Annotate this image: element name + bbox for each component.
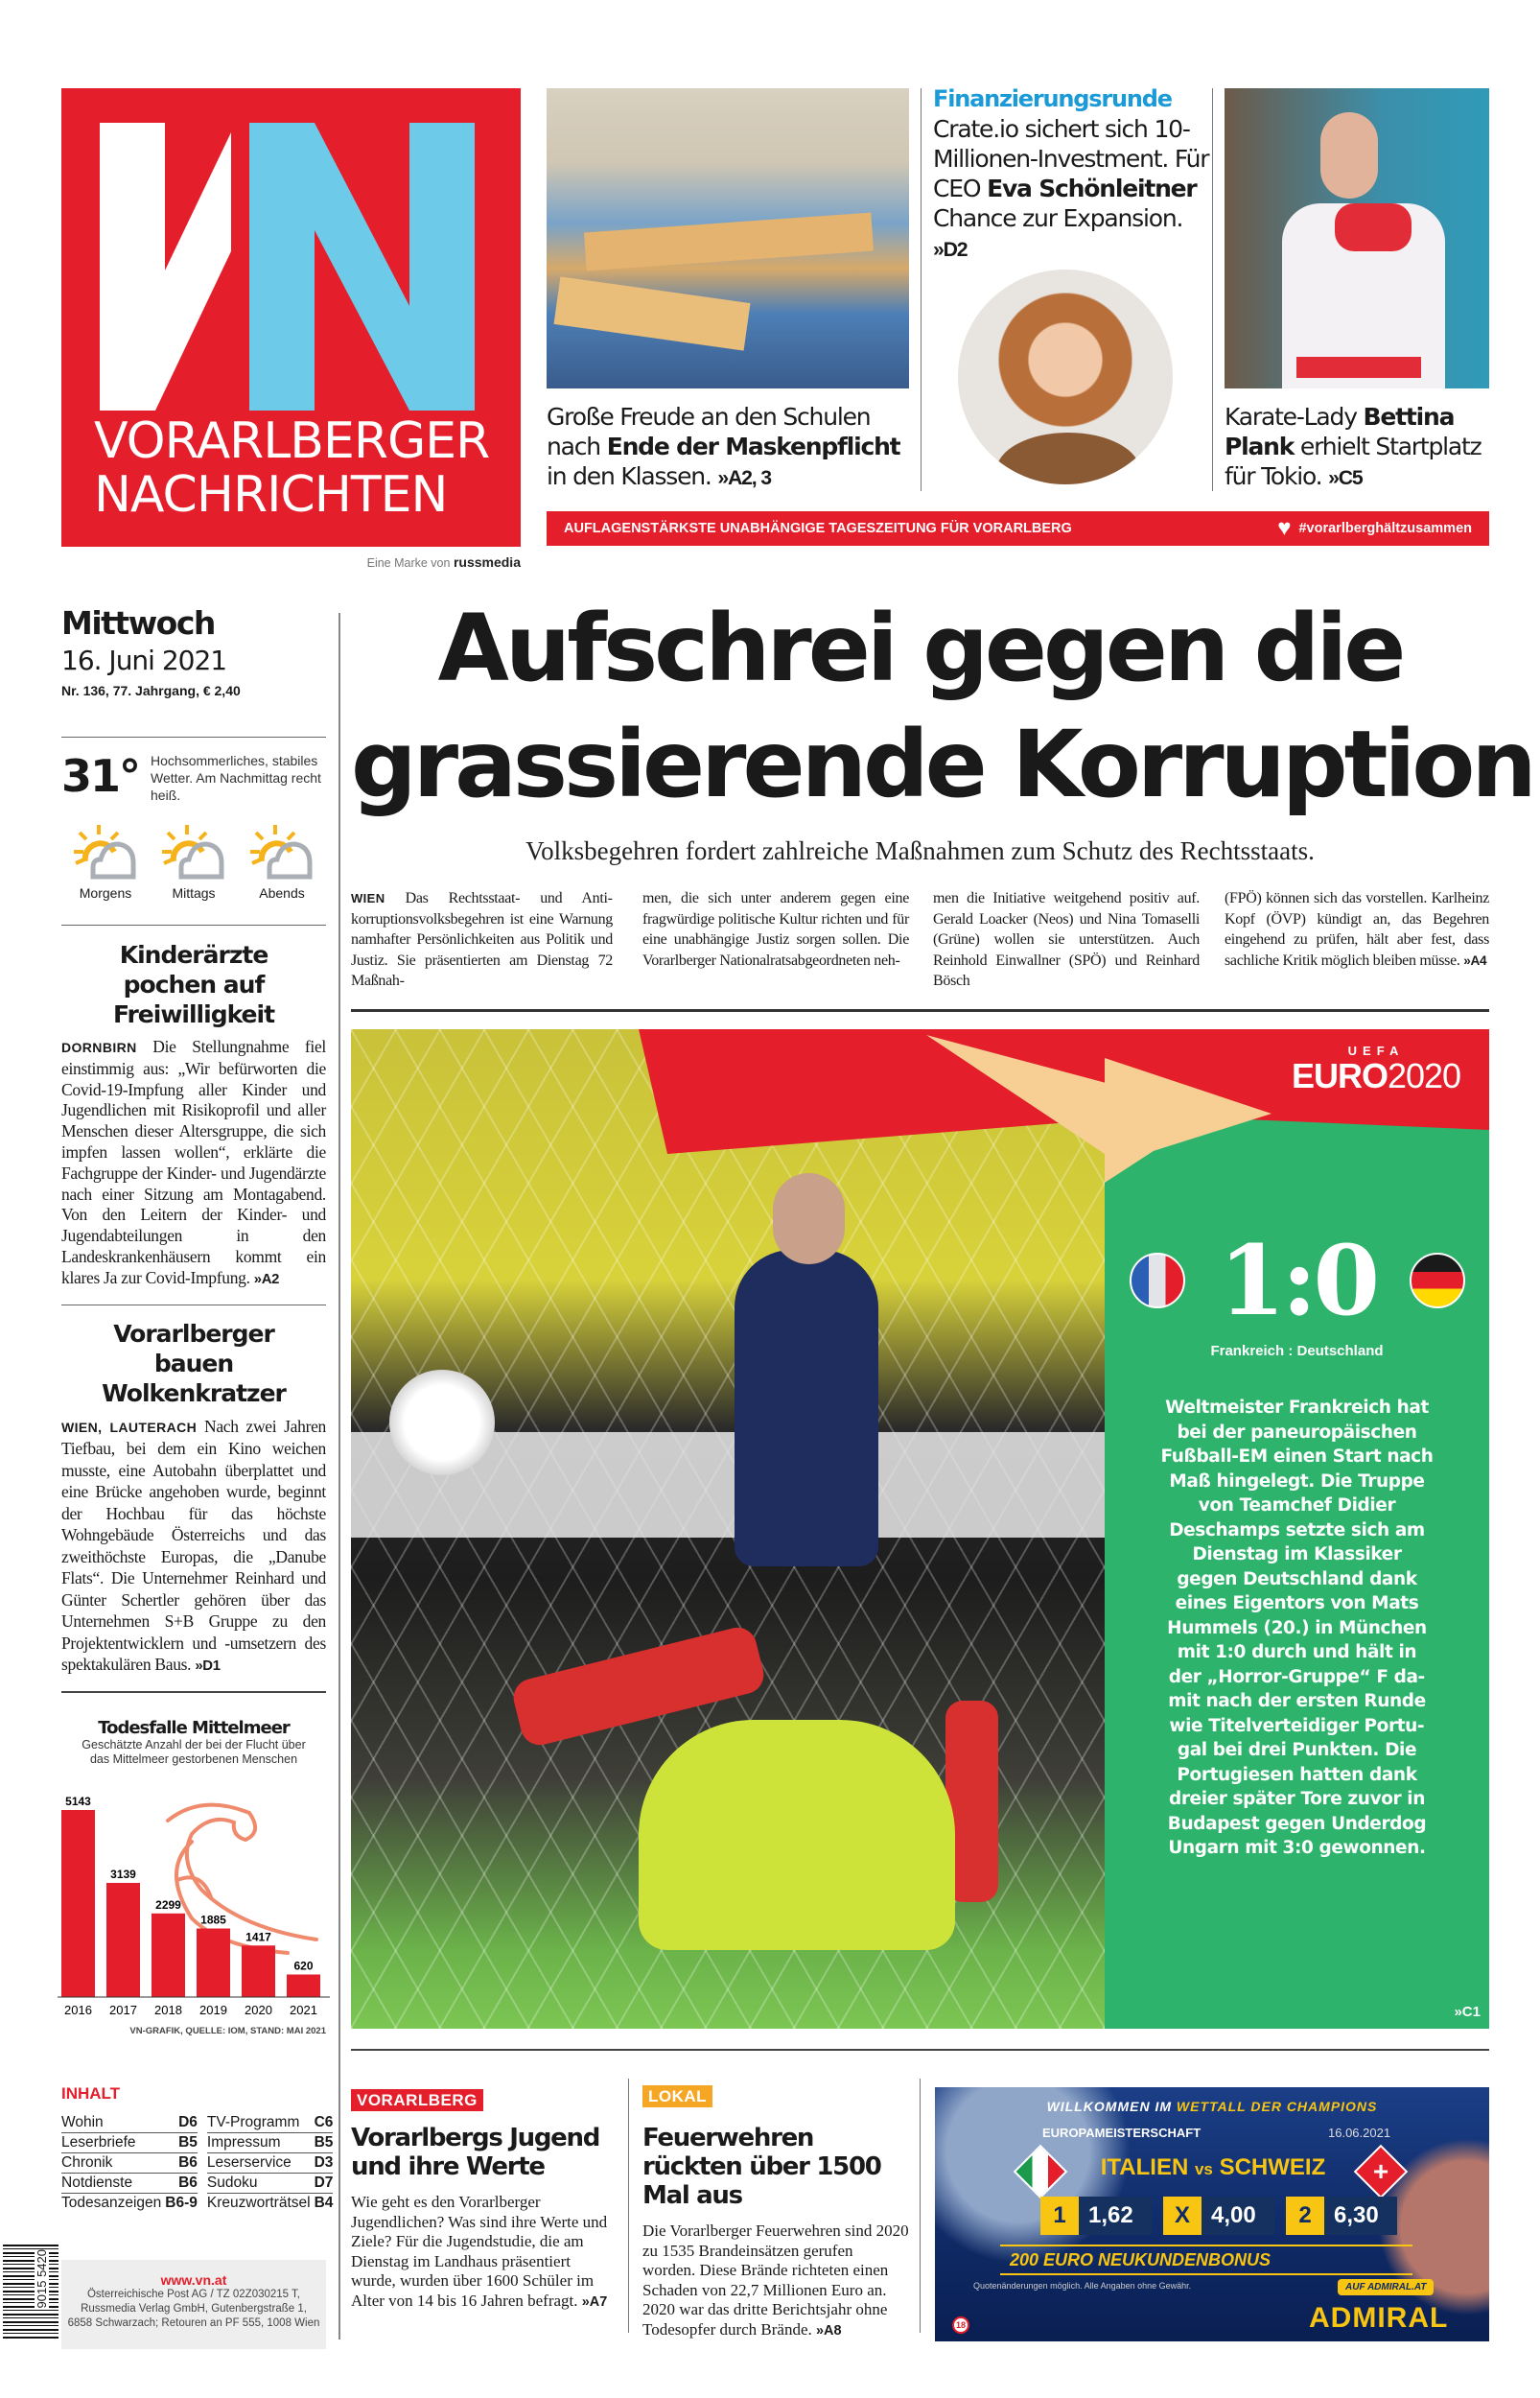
- age-18-icon: 18: [952, 2316, 969, 2334]
- article-title: Vorarlbergs Jugend und ihre Werte: [351, 2124, 600, 2181]
- bar-2017: [106, 1883, 140, 1997]
- bar-chart: [58, 1775, 330, 2026]
- toc-label: Leserbriefe: [61, 2133, 136, 2151]
- article-title: Kinderärzte pochen auf Freiwilligkeit: [112, 941, 275, 1028]
- sun-cloud-icon: [248, 823, 315, 881]
- lead-column-2: men, die sich unter anderem gegen eine fragwürdige politische Kultur richten und für eine unabhängige Justiz sorgen sollen. Die Vorarlberger Nationalratsabgeordneten neh-: [642, 890, 909, 969]
- website-link[interactable]: www.vn.at: [160, 2272, 227, 2288]
- data-label: 620: [293, 1959, 314, 1973]
- toc-page: C6: [314, 2113, 334, 2130]
- toc-label: Notdienste: [61, 2174, 133, 2191]
- x-tick-label: 2021: [290, 2002, 317, 2017]
- slogan-banner: [547, 511, 1489, 546]
- article-wolkenkratzer[interactable]: Vorarlberger bauen Wolkenkratzer WIEN, LAUTERACH Nach zwei Jahren Tiefbau, bei dem ein Kino weichen musste, eine Autobahn überplattet und eine Brücke angehoben wurde, beginnt der Hochbau für das höchste Wohngebäude Österreichs und das zweithöchste Europas, die „Danube Flats“. Die Unternehmer Reinhard und Günter Schertler gehören über das Unternehmen S+B Gruppe zu den Projektentwicklern und -umsetzern des spektakulären Baus. »D1: [61, 1319, 327, 1675]
- toc-item[interactable]: [61, 2174, 198, 2194]
- bar-2021: [287, 1974, 320, 1997]
- data-label: 2299: [155, 1897, 181, 1912]
- data-label: 5143: [65, 1794, 91, 1808]
- divider: [61, 737, 326, 738]
- x-tick-label: 2017: [109, 2002, 137, 2017]
- toc-page: B5: [314, 2133, 334, 2151]
- chart-source: VN-GRAFIK, QUELLE: IOM, STAND: MAI 2021: [129, 2025, 326, 2036]
- ad-date: 16.06.2021: [1328, 2126, 1391, 2140]
- x-tick-label: 2018: [154, 2002, 182, 2017]
- odds-value: 4,00: [1202, 2197, 1274, 2235]
- lead-headline[interactable]: Aufschrei gegen die grassierende Korruption: [351, 595, 1533, 818]
- toc-label: Leserservice: [206, 2153, 292, 2171]
- score: 1:0: [1218, 1224, 1377, 1337]
- section-tag: LOKAL: [642, 2085, 712, 2107]
- teaser-crate[interactable]: Finanzierungsrunde Crate.io sichert sich 10-Millionen-Investment. Für CEO Eva Schönleitner Chance zur Expansion. »D2: [933, 84, 1211, 265]
- lead-subheadline: Volksbegehren fordert zahlreiche Maßnahmen zum Schutz des Rechtsstaats.: [525, 836, 1315, 865]
- odds-value: 6,30: [1324, 2197, 1397, 2235]
- vn-logo[interactable]: [61, 88, 521, 547]
- divider: [351, 1009, 1489, 1012]
- toc-page: D3: [314, 2153, 334, 2171]
- lead-column-3: men die Initiative weitgehend positiv auf. Gerald Loacker (Neos) und Nina Tomaselli (Grüne) wollen sie unterstützen. Auch Reinhold Einwallner (SPÖ) und Reinhard Bösch: [933, 890, 1200, 989]
- column-divider: [338, 613, 340, 2339]
- brand-name: russmedia: [453, 554, 521, 570]
- toc-item[interactable]: [207, 2153, 334, 2174]
- ad-odds: [1040, 2197, 1397, 2235]
- ad-site[interactable]: AUF ADMIRAL.AT: [1338, 2279, 1434, 2295]
- toc-item[interactable]: [61, 2133, 198, 2153]
- data-label: 3139: [110, 1867, 136, 1881]
- odds-label: 2: [1286, 2197, 1324, 2235]
- imprint-box: www.vn.at Österreichische Post AG / TZ 02Z030215 T, Russmedia Verlag GmbH, Gutenbergstraße 1, 6858 Schwarzach; Retouren an PF 555, 1008 Wien: [61, 2260, 326, 2349]
- article-kinderaerzte[interactable]: Kinderärzte pochen auf Freiwilligkeit DORNBIRN Die Stellungnahme fiel einstimmig aus: „Wir befürworten die Covid-19-Impfung aller Kinder und Jugendlichen mit Risikoprofil und aller Menschen dieser Altersgruppe, die sich impfen lassen wollen“, erklärte die Fachgruppe der Kinder- und Jugendärzte nach einer Sitzung am Montagabend. Von den Leitern der Kinder- und Jugendabteilungen in den Landeskrankenhäusern kommt ein klares Ja zur Covid-Impfung. »A2: [61, 941, 326, 1287]
- toc-page: B6-9: [165, 2194, 198, 2211]
- ad-disclaimer: Quotenänderungen möglich. Alle Angaben ohne Gewähr.: [973, 2281, 1192, 2291]
- barcode: [3, 2245, 58, 2340]
- france-flag-icon: [1130, 1253, 1185, 1308]
- toc-label: Todesanzeigen: [61, 2194, 162, 2211]
- toc-label: Sudoku: [206, 2174, 258, 2191]
- toc-page: B6: [178, 2174, 198, 2191]
- section-tag: VORARLBERG: [351, 2089, 483, 2111]
- bar-2018: [152, 1913, 185, 1996]
- divider: [1212, 88, 1213, 491]
- toc-item[interactable]: [61, 2153, 198, 2174]
- logo-name-line2: NACHRICHTEN: [94, 466, 448, 524]
- teaser-kicker: Finanzierungsrunde: [933, 85, 1172, 112]
- ad-headline: WILLKOMMEN IM WETTALL DER CHAMPIONS: [1046, 2099, 1378, 2114]
- logo-name-line1: VORARLBERGER: [94, 412, 490, 470]
- toc-page: B6: [178, 2153, 198, 2171]
- toc-label: Wohin: [61, 2113, 104, 2130]
- admiral-ad[interactable]: [935, 2087, 1489, 2341]
- slogan: AUFLAGENSTÄRKSTE UNABHÄNGIGE TAGESZEITUNG FÜR VORARLBERG: [564, 521, 1072, 536]
- divider: [921, 88, 922, 491]
- chart-subtitle: Geschätzte Anzahl der bei der Flucht über das Mittelmeer gestorbenen Menschen: [82, 1737, 306, 1766]
- hashtag[interactable]: #vorarlberghältzusammen: [1298, 521, 1472, 536]
- teaser-schools[interactable]: Große Freude an den Schulen nach Ende der Maskenpflicht in den Klassen. »A2, 3: [547, 403, 900, 490]
- toc-item[interactable]: [207, 2133, 334, 2153]
- toc-item[interactable]: [207, 2174, 334, 2194]
- italy-flag-icon: [1014, 2145, 1068, 2199]
- weekday: Mittwoch: [61, 604, 215, 642]
- toc-item[interactable]: [61, 2113, 198, 2133]
- toc-label: TV-Programm: [206, 2113, 300, 2130]
- football: [389, 1370, 495, 1475]
- ceo-portrait[interactable]: [958, 270, 1173, 484]
- bar-2019: [197, 1928, 230, 1996]
- odds-box[interactable]: [1040, 2197, 1152, 2235]
- classroom-photo[interactable]: [547, 88, 909, 388]
- euro-text: Weltmeister Frankreich hat bei der paneuropäischen Fußball-EM einen Start nach Maß hingelegt. Die Truppe von Teamchef Didier Deschamps setzte sich am Dienstag im Klassiker gegen Deutschland dank eines Eigentors von Mats Hummels (20.) in München mit 1:0 durch und hält in der „Horror-Gruppe“ F damit nach der ersten Runde wie Titelverteidiger Portugal bei drei Punkten. Die Portugiesen hatten dank dreier später Tore zuvor in Budapest gegen Underdog Ungarn mit 3:0 gewonnen.: [1160, 1398, 1434, 1858]
- page-ref: »C1: [1454, 2004, 1481, 2020]
- temperature: 31°: [61, 750, 140, 802]
- toc-label: Impressum: [206, 2133, 281, 2151]
- germany-flag-icon: [1410, 1253, 1465, 1308]
- data-label: 1885: [200, 1913, 226, 1927]
- x-tick-label: 2020: [245, 2002, 272, 2017]
- brand-prefix: Eine Marke von: [366, 556, 451, 570]
- scoreboard: [1130, 1224, 1465, 1337]
- chart-title: Todesfalle Mittelmeer: [98, 1717, 290, 1738]
- article-title: Vorarlberger bauen Wolkenkratzer: [102, 1319, 286, 1407]
- divider: [61, 925, 326, 926]
- switzerland-flag-icon: +: [1354, 2145, 1409, 2199]
- toc-item[interactable]: [207, 2113, 334, 2133]
- odds-label: 1: [1040, 2197, 1079, 2235]
- toc-item[interactable]: [61, 2194, 198, 2214]
- weather-text: Hochsommerliches, stabiles Wetter. Am Nachmittag recht heiß.: [151, 753, 321, 803]
- article-jugend[interactable]: VORARLBERG Vorarlbergs Jugend und ihre Werte Wie geht es den Vorarlberger Jugendlichen? Was sind ihre Werte und Ziele? Für die Jugendstudie, die am Dienstag im Landhaus präsentiert wurde, wurden über 1600 Schüler im Alter von 14 bis 16 Jahren befragt. »A7: [351, 2091, 615, 2312]
- odds-label: X: [1163, 2197, 1202, 2235]
- ad-match: ITALIEN vs SCHWEIZ: [1100, 2154, 1326, 2180]
- toc-item[interactable]: [207, 2194, 334, 2214]
- toc-page: B5: [178, 2133, 198, 2151]
- ad-bonus: 200 EURO NEUKUNDENBONUS: [1000, 2245, 1412, 2275]
- karate-photo[interactable]: [1225, 88, 1489, 388]
- divider: [61, 1691, 326, 1693]
- weather-noon: Mittags: [150, 823, 238, 901]
- toc-page: B4: [314, 2194, 334, 2211]
- weather-morning: Morgens: [61, 823, 150, 901]
- divider: [628, 2079, 629, 2333]
- barcode-digits: 9015 5420: [35, 2249, 49, 2309]
- page-ref: »A2, 3: [717, 466, 771, 489]
- lead-column-1: WIEN Das Rechtsstaat- und Antikorruptionsvolksbegehren ist eine Warnung namhafter Persönlichkeiten aus Politik und Justiz. Sie präsentierten am Dienstag 72 Maßnah-: [351, 890, 613, 989]
- data-label: 1417: [245, 1929, 271, 1943]
- chart-header: [61, 1718, 326, 1767]
- weather-evening: Abends: [238, 823, 326, 901]
- table-of-contents: [61, 2113, 334, 2214]
- toc-page: D7: [314, 2174, 334, 2191]
- sun-cloud-icon: [160, 823, 227, 881]
- divider: [351, 2049, 1489, 2051]
- divider: [920, 2079, 921, 2333]
- bar-2016: [61, 1810, 95, 1997]
- teaser-karate[interactable]: Karate-Lady Bettina Plank erhielt Startplatz für Tokio. »C5: [1225, 403, 1482, 490]
- x-tick-label: 2016: [64, 2002, 92, 2017]
- heart-icon: ♥: [1277, 515, 1292, 541]
- article-feuerwehr[interactable]: LOKAL Feuerwehren rückten über 1500 Mal aus Die Vorarlberger Feuerwehren sind 2020 zu 1535 Brandeinsätzen gerufen worden. Diese Brände richteten einen Schaden von 22,7 Millionen Euro an. 2020 war das dritte Berichtsjahr ohne Todesopfer durch Brände. »A8: [642, 2087, 909, 2339]
- article-title: Feuerwehren rückten über 1500 Mal aus: [642, 2124, 881, 2210]
- score-teams: Frankreich : Deutschland: [1210, 1343, 1384, 1359]
- issue-date: 16. Juni 2021: [61, 645, 227, 676]
- odds-value: 1,62: [1079, 2197, 1152, 2235]
- weather: [61, 752, 326, 804]
- x-tick-label: 2019: [199, 2002, 227, 2017]
- euro2020-logo: UEFA EURO2020: [1291, 1044, 1461, 1095]
- toc-label: Chronik: [61, 2153, 113, 2171]
- wave-icon: [168, 1804, 316, 1952]
- issue-info: Nr. 136, 77. Jahrgang, € 2,40: [61, 683, 241, 698]
- toc-title: INHALT: [61, 2083, 121, 2103]
- lead-column-4: (FPÖ) können sich das vorstellen. Karlheinz Kopf (ÖVP) kündigt an, das Begehren eingehend zu prüfen, hält aber fest, dass sachliche Kritik möglich bleiben müsse. »A4: [1225, 890, 1489, 969]
- odds-box[interactable]: [1163, 2197, 1274, 2235]
- sun-cloud-icon: [72, 823, 139, 881]
- ad-competition: EUROPAMEISTERSCHAFT: [1042, 2126, 1202, 2140]
- left-column-flow: [61, 940, 334, 2213]
- brand-line: [288, 554, 521, 570]
- odds-box[interactable]: [1286, 2197, 1397, 2235]
- toc-page: D6: [178, 2113, 198, 2130]
- bar-2020: [242, 1945, 275, 1997]
- toc-label: Kreuzworträtsel: [206, 2194, 311, 2211]
- admiral-logo: ADMIRAL: [1309, 2302, 1449, 2334]
